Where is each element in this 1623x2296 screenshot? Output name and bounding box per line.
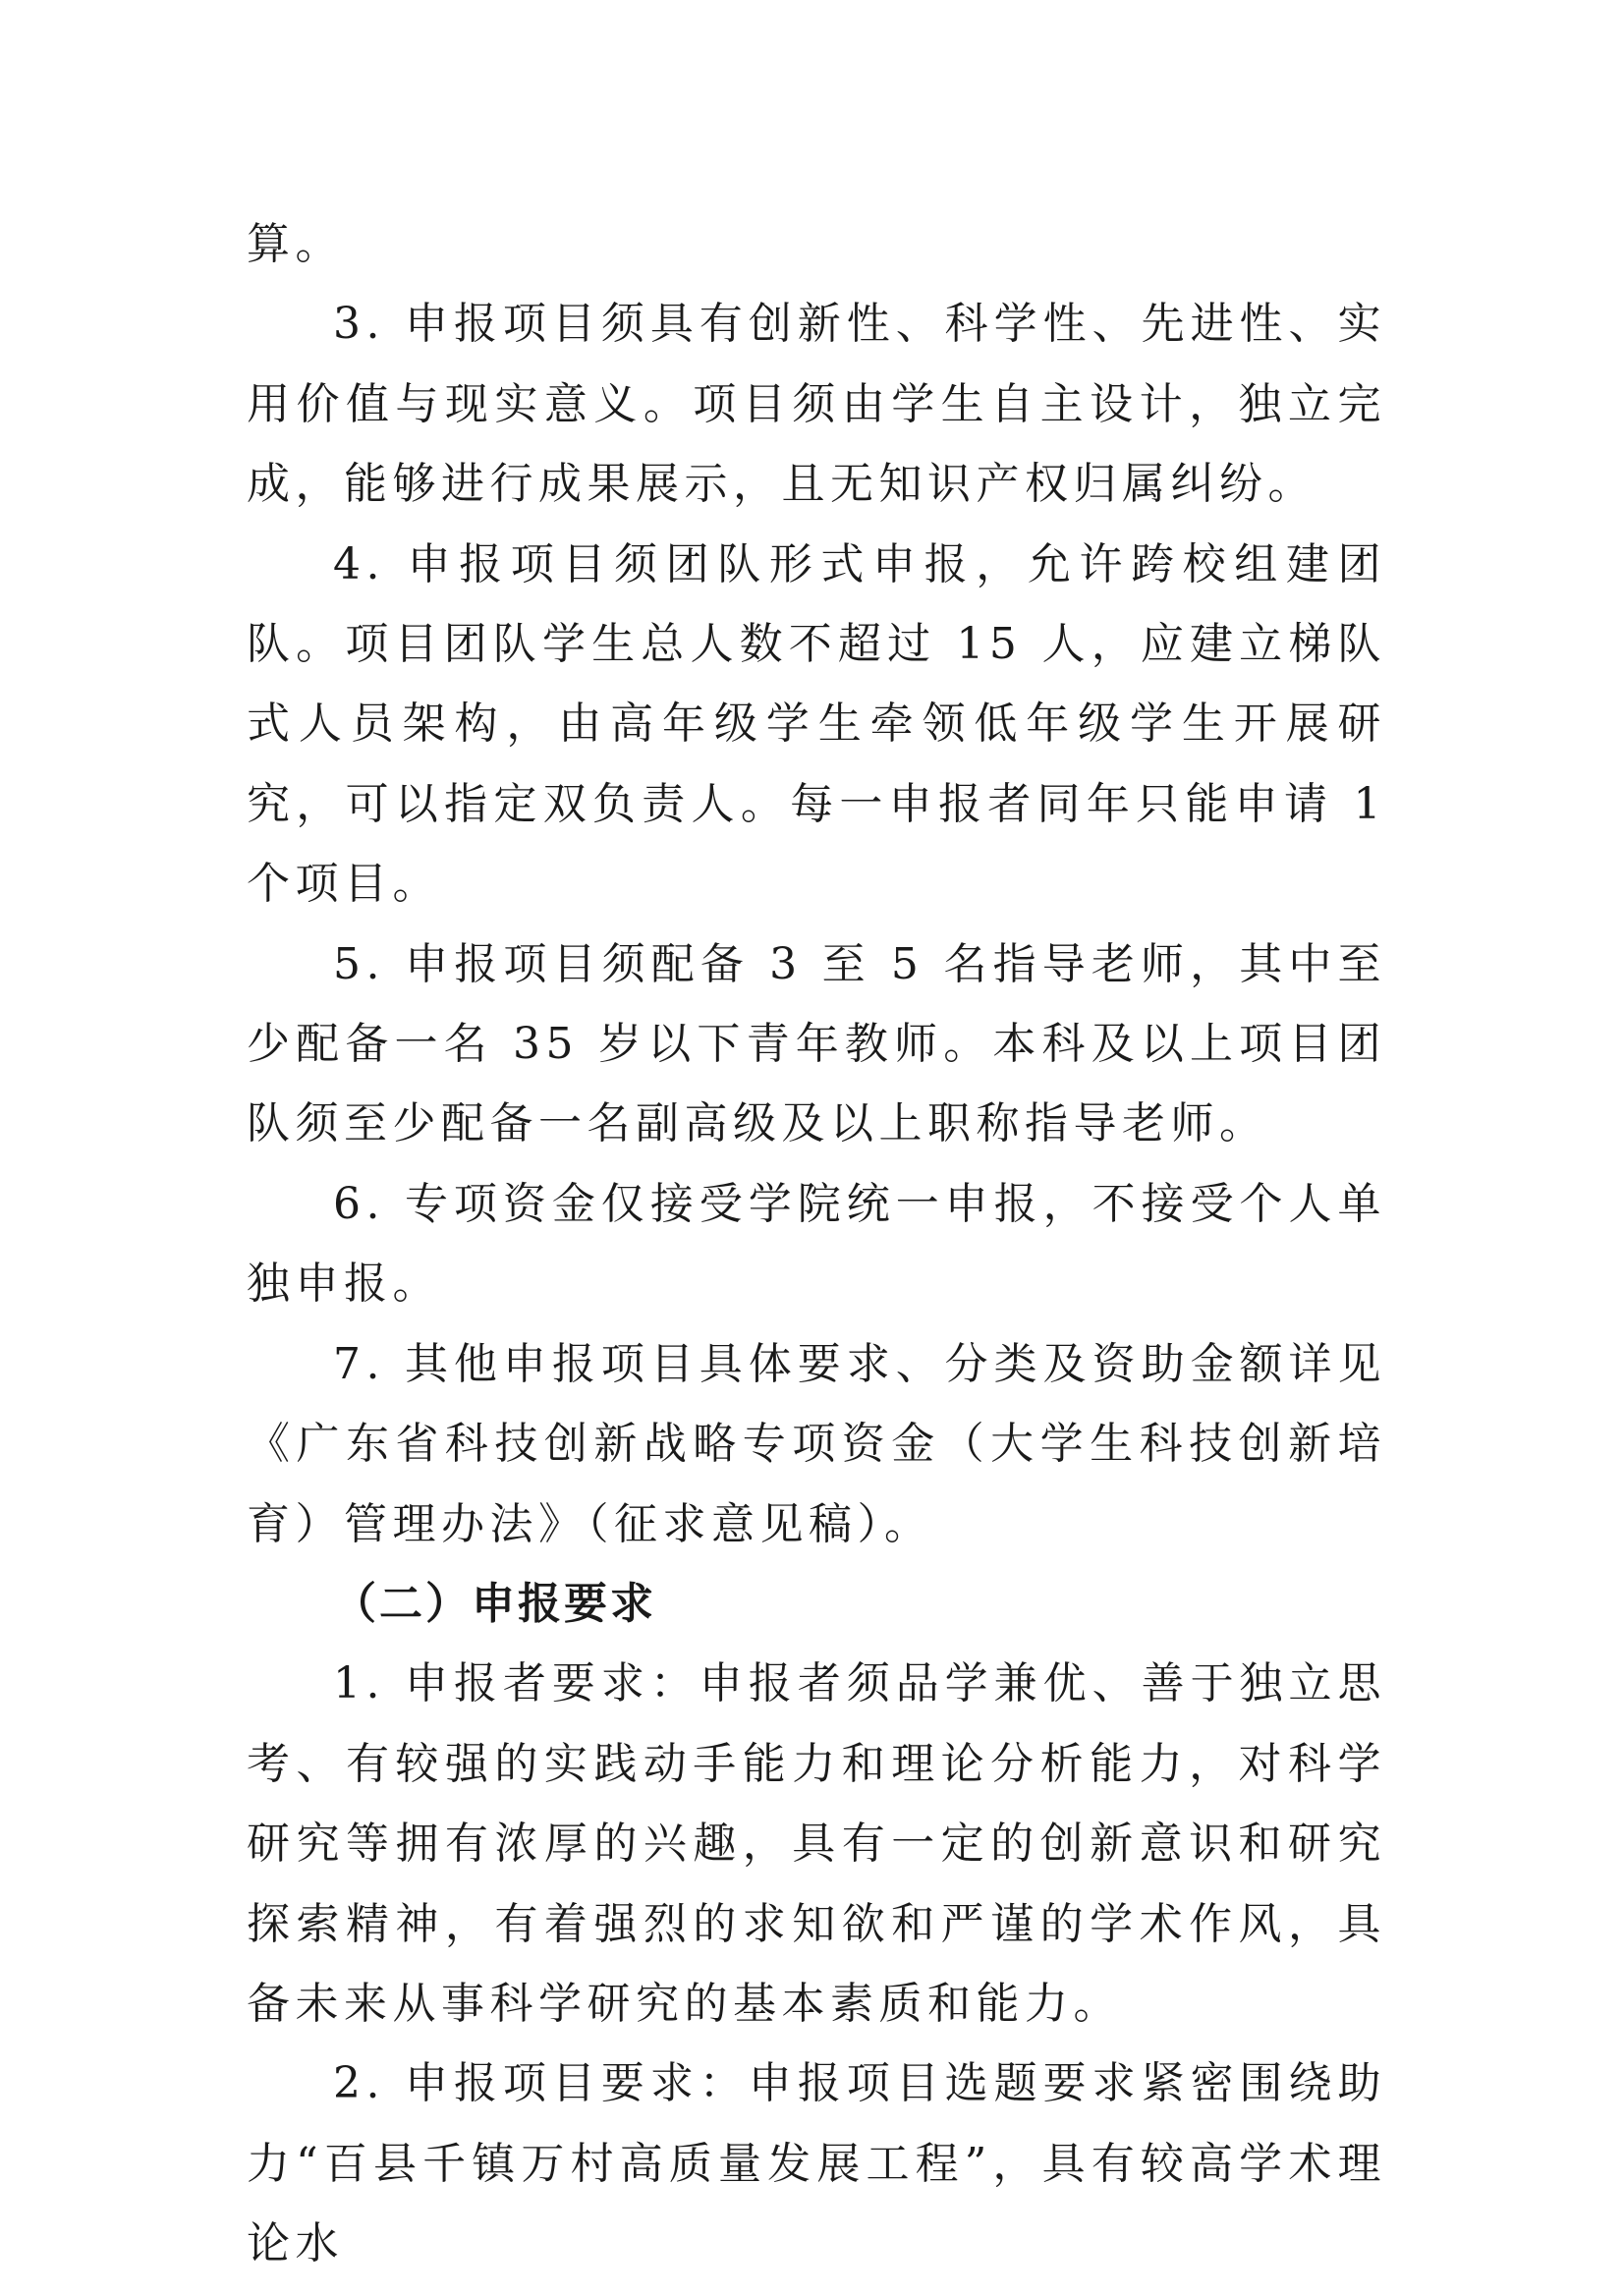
paragraph-requirement-1: 1. 申报者要求：申报者须品学兼优、善于独立思考、有较强的实践动手能力和理论分析能力，对科学研究等拥有浓厚的兴趣，具有一定的创新意识和研究探索精神，有着强烈的求知欲和严谨的学术作风，具备未来从事科学研究的基本素质和能力。 [247,1658,1386,2029]
section-heading: （二）申报要求 [333,1578,656,1629]
paragraph-item-3: 3. 申报项目须具有创新性、科学性、先进性、实用价值与现实意义。项目须由学生自主设计，独立完成，能够进行成果展示，且无知识产权归属纠纷。 [247,299,1386,510]
document-body [247,204,1386,2284]
paragraph-item-6: 6. 专项资金仅接受学院统一申报，不接受个人单独申报。 [247,1178,1386,1310]
paragraph-continuation: 算。 [247,219,344,269]
paragraph-item-7: 7. 其他申报项目具体要求、分类及资助金额详见《广东省科技创新战略专项资金（大学生科技创新培育）管理办法》（征求意见稿）。 [247,1338,1386,1549]
paragraph-item-5: 5. 申报项目须配备 3 至 5 名指导老师，其中至少配备一名 35 岁以下青年教师。本科及以上项目团队须至少配备一名副高级及以上职称指导老师。 [247,938,1386,1149]
paragraph-item-4: 4. 申报项目须团队形式申报，允许跨校组建团队。项目团队学生总人数不超过 15 人，应建立梯队式人员架构，由高年级学生牵领低年级学生开展研究，可以指定双负责人。每一申报者同年只能申请 1 个项目。 [247,538,1386,910]
paragraph-requirement-2: 2. 申报项目要求：申报项目选题要求紧密围绕助力“百县千镇万村高质量发展工程”，具有较高学术理论水 [247,2058,1386,2269]
